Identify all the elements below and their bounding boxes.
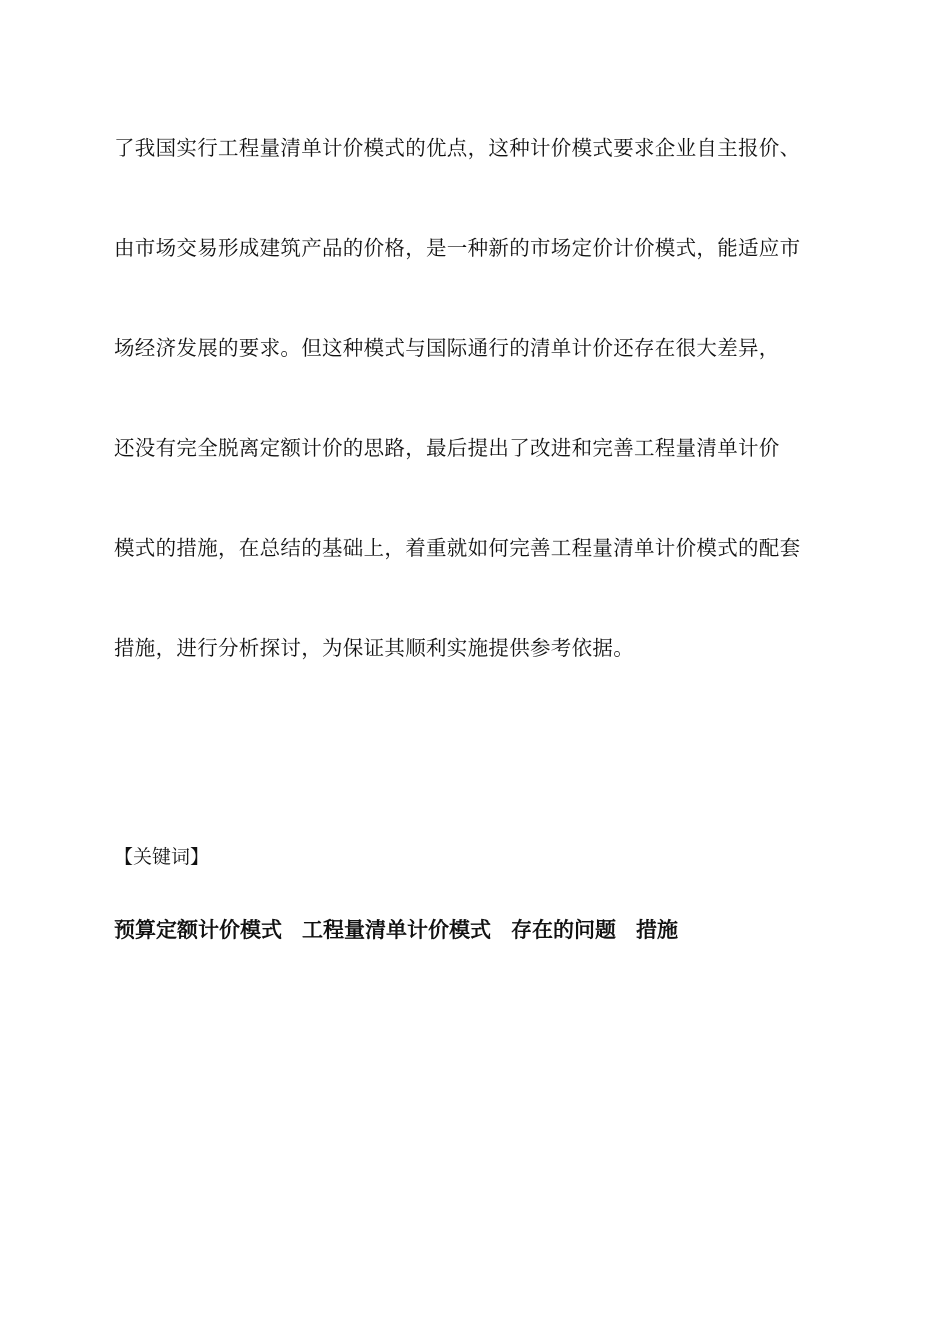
keywords-heading: 【关键词】 xyxy=(114,846,210,868)
abstract-line: 措施，进行分析探讨，为保证其顺利实施提供参考依据。 xyxy=(114,636,634,660)
abstract-line: 场经济发展的要求。但这种模式与国际通行的清单计价还存在很大差异， xyxy=(114,336,780,360)
keywords-list xyxy=(114,914,698,946)
abstract-line: 模式的措施，在总结的基础上，着重就如何完善工程量清单计价模式的配套 xyxy=(114,536,801,560)
keyword-item: 预算定额计价模式 xyxy=(114,918,282,942)
abstract-line: 了我国实行工程量清单计价模式的优点，这种计价模式要求企业自主报价、 xyxy=(114,136,801,160)
abstract-line: 还没有完全脱离定额计价的思路，最后提出了改进和完善工程量清单计价 xyxy=(114,436,780,460)
abstract-line: 由市场交易形成建筑产品的价格，是一种新的市场定价计价模式，能适应市 xyxy=(114,236,801,260)
keyword-item: 措施 xyxy=(636,918,678,942)
abstract-body xyxy=(114,128,854,728)
keyword-item: 存在的问题 xyxy=(511,918,616,942)
keyword-item: 工程量清单计价模式 xyxy=(302,918,491,942)
